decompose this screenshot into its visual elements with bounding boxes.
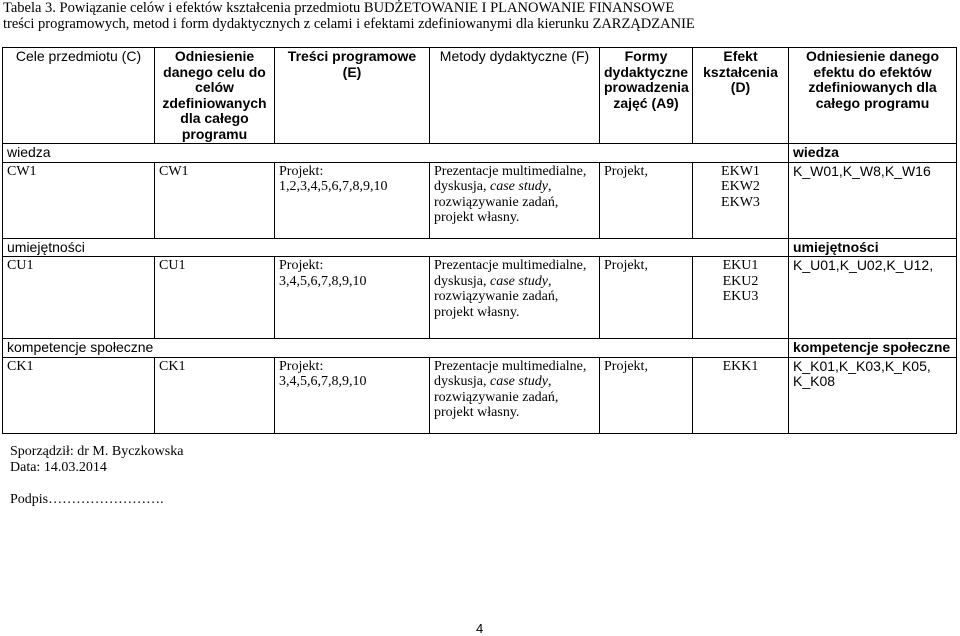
- effect-code: EKU2: [722, 273, 759, 289]
- methods-cell: [430, 162, 600, 238]
- page-number: 4: [476, 621, 484, 636]
- document-title: [3, 0, 953, 32]
- effects-cell: [693, 357, 789, 433]
- method-line: rozwiązywanie zadań,: [434, 389, 559, 405]
- method-line: [434, 274, 595, 290]
- effect-code: EKU3: [722, 289, 759, 304]
- effect-reference: K_K01,K_K03,K_K05,: [793, 357, 931, 374]
- title-line-1: Tabela 3. Powiązanie celów i efektów kształcenia przedmiotu BUDŻETOWANIE I PLANOWANIE FINANSOWE: [3, 0, 675, 16]
- section-label-right: umiejętności: [789, 238, 957, 257]
- header-row: [3, 48, 957, 144]
- form-cell: Projekt,: [600, 162, 693, 238]
- signature-line: Podpis…………………….: [10, 492, 164, 507]
- methods-cell: [430, 257, 600, 339]
- method-text-italic: case study: [490, 374, 548, 389]
- prepared-by: Sporządził: dr M. Byczkowska: [10, 444, 184, 459]
- form-cell: Projekt,: [600, 357, 693, 433]
- effect-reference: K_U01,K_U02,K_U12,: [793, 257, 934, 273]
- header-methods: Metody dydaktyczne (F): [430, 48, 600, 144]
- effect-reference-cell: [789, 257, 957, 339]
- method-text: dyskusja,: [434, 273, 490, 289]
- header-effect-reference: Odniesienie danego efektu do efektów zdefiniowanych dla całego programu: [789, 48, 957, 144]
- content-label: Projekt:: [279, 163, 324, 179]
- content-label: Projekt:: [279, 358, 324, 374]
- effect-reference-cell: [789, 162, 957, 238]
- goal-reference-cell: CU1: [155, 257, 275, 339]
- method-text: ,: [547, 273, 552, 289]
- document-date: Data: 14.03.2014: [10, 460, 107, 475]
- method-line: rozwiązywanie zadań,: [434, 194, 559, 210]
- header-goals: Cele przedmiotu (C): [3, 48, 155, 144]
- methods-cell: [430, 357, 600, 433]
- goal-reference-cell: CK1: [155, 357, 275, 433]
- method-line: [434, 374, 595, 390]
- method-line: rozwiązywanie zadań,: [434, 289, 559, 304]
- section-label: umiejętności: [3, 238, 789, 257]
- header-goal-reference: Odniesienie danego celu do celów zdefiniowanych dla całego programu: [155, 48, 275, 144]
- effects-cell: [693, 162, 789, 238]
- section-label-row: [3, 339, 957, 358]
- effect-reference: K_W01,K_W8,K_W16: [793, 162, 931, 179]
- section-label-row: [3, 238, 957, 257]
- effect-reference-cell: [789, 357, 957, 433]
- method-text-italic: case study: [490, 273, 548, 289]
- effect-code: EKW2: [721, 179, 760, 194]
- method-text: dyskusja,: [434, 374, 490, 389]
- method-line: Prezentacje multimedialne,: [434, 358, 587, 374]
- content-topics: 1,2,3,4,5,6,7,8,9,10: [279, 179, 388, 194]
- method-line: [434, 179, 595, 195]
- method-text: ,: [547, 179, 552, 194]
- effect-code: EKW3: [721, 194, 760, 210]
- method-line: Prezentacje multimedialne,: [434, 258, 587, 273]
- effect-code: EKK1: [722, 358, 759, 374]
- method-line: projekt własny.: [434, 304, 520, 320]
- content-cell: [275, 257, 430, 339]
- goal-cell: CK1: [3, 357, 155, 433]
- form-cell: Projekt,: [600, 257, 693, 339]
- effect-code: EKU1: [722, 258, 759, 273]
- header-forms: Formy dydaktyczne prowadzenia zajęć (A9): [600, 48, 693, 144]
- method-line: projekt własny.: [434, 210, 520, 225]
- effect-reference: K_K08: [793, 373, 836, 389]
- content-label: Projekt:: [279, 258, 324, 273]
- method-text: dyskusja,: [434, 179, 490, 194]
- relations-table: [2, 47, 957, 434]
- method-line: Prezentacje multimedialne,: [434, 163, 587, 179]
- effects-cell: [693, 257, 789, 339]
- table-row: [3, 357, 957, 433]
- header-content: Treści programowe (E): [275, 48, 430, 144]
- content-topics: 3,4,5,6,7,8,9,10: [279, 273, 367, 289]
- goal-reference-cell: CW1: [155, 162, 275, 238]
- table-row: [3, 162, 957, 238]
- section-label-row: [3, 144, 957, 163]
- effect-code: EKW1: [721, 163, 760, 179]
- goal-cell: CU1: [3, 257, 155, 339]
- method-text: ,: [547, 374, 552, 389]
- section-label: wiedza: [3, 144, 789, 163]
- goal-cell: CW1: [3, 162, 155, 238]
- method-line: projekt własny.: [434, 405, 520, 420]
- section-label: kompetencje społeczne: [3, 339, 789, 358]
- content-topics: 3,4,5,6,7,8,9,10: [279, 374, 367, 389]
- section-label-right: kompetencje społeczne: [789, 339, 957, 358]
- header-effects: Efekt kształcenia (D): [693, 48, 789, 144]
- title-line-2: treści programowych, metod i form dydaktycznych z celami i efektami zdefiniowanymi dla kierunku ZARZĄDZANIE: [3, 16, 695, 32]
- table-row: [3, 257, 957, 339]
- method-text-italic: case study: [490, 179, 548, 194]
- section-label-right: wiedza: [789, 144, 957, 163]
- content-cell: [275, 357, 430, 433]
- content-cell: [275, 162, 430, 238]
